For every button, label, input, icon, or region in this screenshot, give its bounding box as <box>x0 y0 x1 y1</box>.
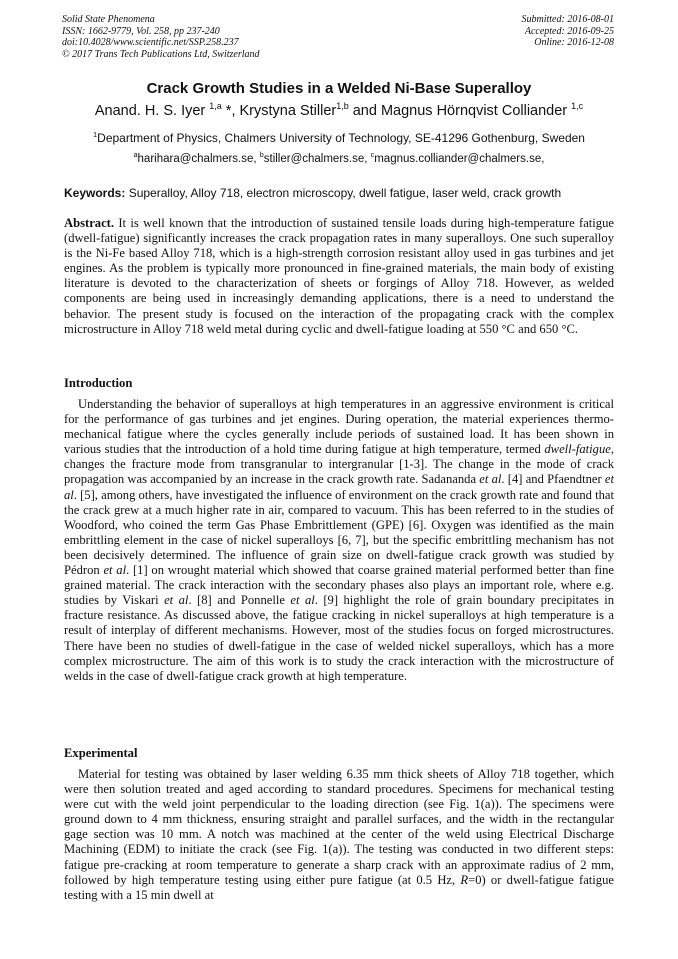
doi-line: doi:10.4028/www.scientific.net/SSP.258.237 <box>62 37 239 48</box>
author-affil-marker: 1,b <box>336 101 349 112</box>
corresponding-marker: *, <box>221 103 240 119</box>
author-name: Anand. H. S. Iyer <box>94 103 210 119</box>
submission-dates <box>522 14 615 49</box>
affiliation <box>0 131 678 145</box>
et-al: et al <box>64 472 614 502</box>
submitted-date: Submitted: 2016-08-01 <box>521 14 614 25</box>
body-text: Material for testing was obtained by laser welding 6.35 mm thick sheets of Alloy 718 together, which were then solution treated and aged according to standard procedures. Specimens for mechanical testing were cut with the weld joint perpendicular to the loading direction (see Fig. 1(a)). The specimens were ground down to 4 mm thickness, ensuring straight and parallel surfaces, and the width in the rectangular gage section was 10 mm. A notch was machined at the center of the weld using Electrical Discharge Machining (EDM) to initiate the crack (see Fig. 1(a)). The testing was conducted in two different steps: fatigue pre-cracking at room temperature to generate a sharp crack with an approximate radius of 2 mm, followed by high temperature testing using either pure fatigue (at 0.5 Hz, <box>64 767 614 887</box>
abstract-label: Abstract. <box>64 216 115 230</box>
keywords <box>64 186 614 200</box>
abstract <box>64 216 614 337</box>
body-text: . [4] and Pfaendtner <box>501 472 605 487</box>
email-list <box>0 153 678 165</box>
introduction-heading: Introduction <box>64 376 133 390</box>
et-al: et al <box>164 593 189 608</box>
body-text: , changes the fracture mode from transgranular to intergranular [1-3]. The change in the mode of crack propagation was accompanied by an increase in the crack growth rate. Sadananda <box>64 442 614 487</box>
keywords-text: Superalloy, Alloy 718, electron microscopy, dwell fatigue, laser weld, crack growth <box>125 186 562 200</box>
introduction-paragraph <box>64 397 614 684</box>
et-al: et al <box>479 472 502 487</box>
experimental-heading: Experimental <box>64 746 138 760</box>
body-text: =0) or dwell-fatigue fatigue testing with a 15 min dwell at <box>64 872 614 902</box>
author-affil-marker: 1,c <box>571 101 584 112</box>
affiliation-text: Department of Physics, Chalmers University of Technology, SE-41296 Gothenburg, Sweden <box>97 131 585 145</box>
author-name: Krystyna Stiller <box>239 103 337 119</box>
author-affil-marker: 1,a <box>209 101 222 112</box>
body-text: Understanding the behavior of superalloys at high temperatures in an aggressive environment is critical for the performance of gas turbines and jet engines. During operation, the material experiences thermo-mechanical fatigue where the cycles generally include periods of sustained load. It has been shown in various studies that the introduction of a hold time during fatigue at high temperature, termed <box>64 397 614 457</box>
et-al: et al <box>103 563 127 578</box>
emphasis-term: dwell-fatigue <box>544 442 611 457</box>
experimental-paragraph <box>64 767 614 903</box>
abstract-text: It is well known that the introduction of sustained tensile loads during high-temperature fatigue (dwell-fatigue) significantly increases the crack propagation rates in many superalloys. One such superalloy is the Ni-Fe based Alloy 718, which is a high-strength corrosion resistant alloy used in gas turbines and jet engines. As the problem is typically more pronounced in fine-grained materials, the main body of existing literature is devoted to the characterization of sheets or forgings of Alloy 718. However, as welded components are being used in increasingly demanding applications, there is a need to understand the behavior. The present study is focused on the interaction of the propagating crack with the complex microstructure in Alloy 718 weld metal during cyclic and dwell-fatigue loading at 550 °C and 650 °C. <box>64 216 614 336</box>
copyright-line: © 2017 Trans Tech Publications Ltd, Switzerland <box>62 48 260 60</box>
body-text: . [8] and Ponnelle <box>188 593 291 608</box>
email-marker: a <box>133 151 138 160</box>
affiliation-marker: 1 <box>93 130 98 139</box>
paper-title: Crack Growth Studies in a Welded Ni-Base Superalloy <box>146 80 532 97</box>
author-separator: and <box>348 103 381 119</box>
email-link[interactable]: harihara@chalmers.se, <box>137 153 260 165</box>
body-text: . [1] on wrought material which showed that coarse grained material performed better than fine grained material. The crack interaction with the secondary phases also plays an important role, where e.g. studies by Viskari <box>64 563 614 608</box>
email-marker: c <box>370 151 375 160</box>
online-date: Online: 2016-12-08 <box>534 37 614 48</box>
author-name: Magnus Hörnqvist Colliander <box>380 103 572 119</box>
journal-info <box>62 14 260 60</box>
email-link[interactable]: magnus.colliander@chalmers.se, <box>374 153 545 165</box>
et-al: et al <box>290 593 315 608</box>
author-list <box>0 103 678 119</box>
body-text: . [9] highlight the role of grain boundary precipitates in fracture resistance. As discussed above, the fatigue cracking in nickel superalloys at high temperature is a result of interplay of different mechanisms. However, most of the studies focus on forged microstructures. There have been no studies of dwell-fatigue in the case of welded nickel superalloys, which has a more complex microstructure. The aim of this work is to study the crack interaction with the microstructure of welds in the case of dwell-fatigue crack growth at high temperature. <box>64 593 614 683</box>
accepted-date: Accepted: 2016-09-25 <box>524 25 614 37</box>
keywords-label: Keywords: <box>64 186 126 200</box>
email-link[interactable]: stiller@chalmers.se, <box>263 153 371 165</box>
body-text: . [5], among others, have investigated the influence of environment on the crack growth rate and found that the crack grew at a much higher rate in air, compared to vacuum. This has been referred to in the studies of Woodford, who coined the term Gas Phase Embrittlement (GPE) [6]. Oxygen was identified as the main embrittling element in the case of nickel superalloys [6, 7], but the specific embrittling mechanism has not been decisively determined. The influence of grain size on dwell-fatigue crack growth was studied by Pédron <box>64 487 614 578</box>
email-marker: b <box>259 151 264 160</box>
italic-symbol: R <box>460 872 469 887</box>
issn-line: ISSN: 1662-9779, Vol. 258, pp 237-240 <box>62 25 220 37</box>
journal-name: Solid State Phenomena <box>62 14 155 25</box>
